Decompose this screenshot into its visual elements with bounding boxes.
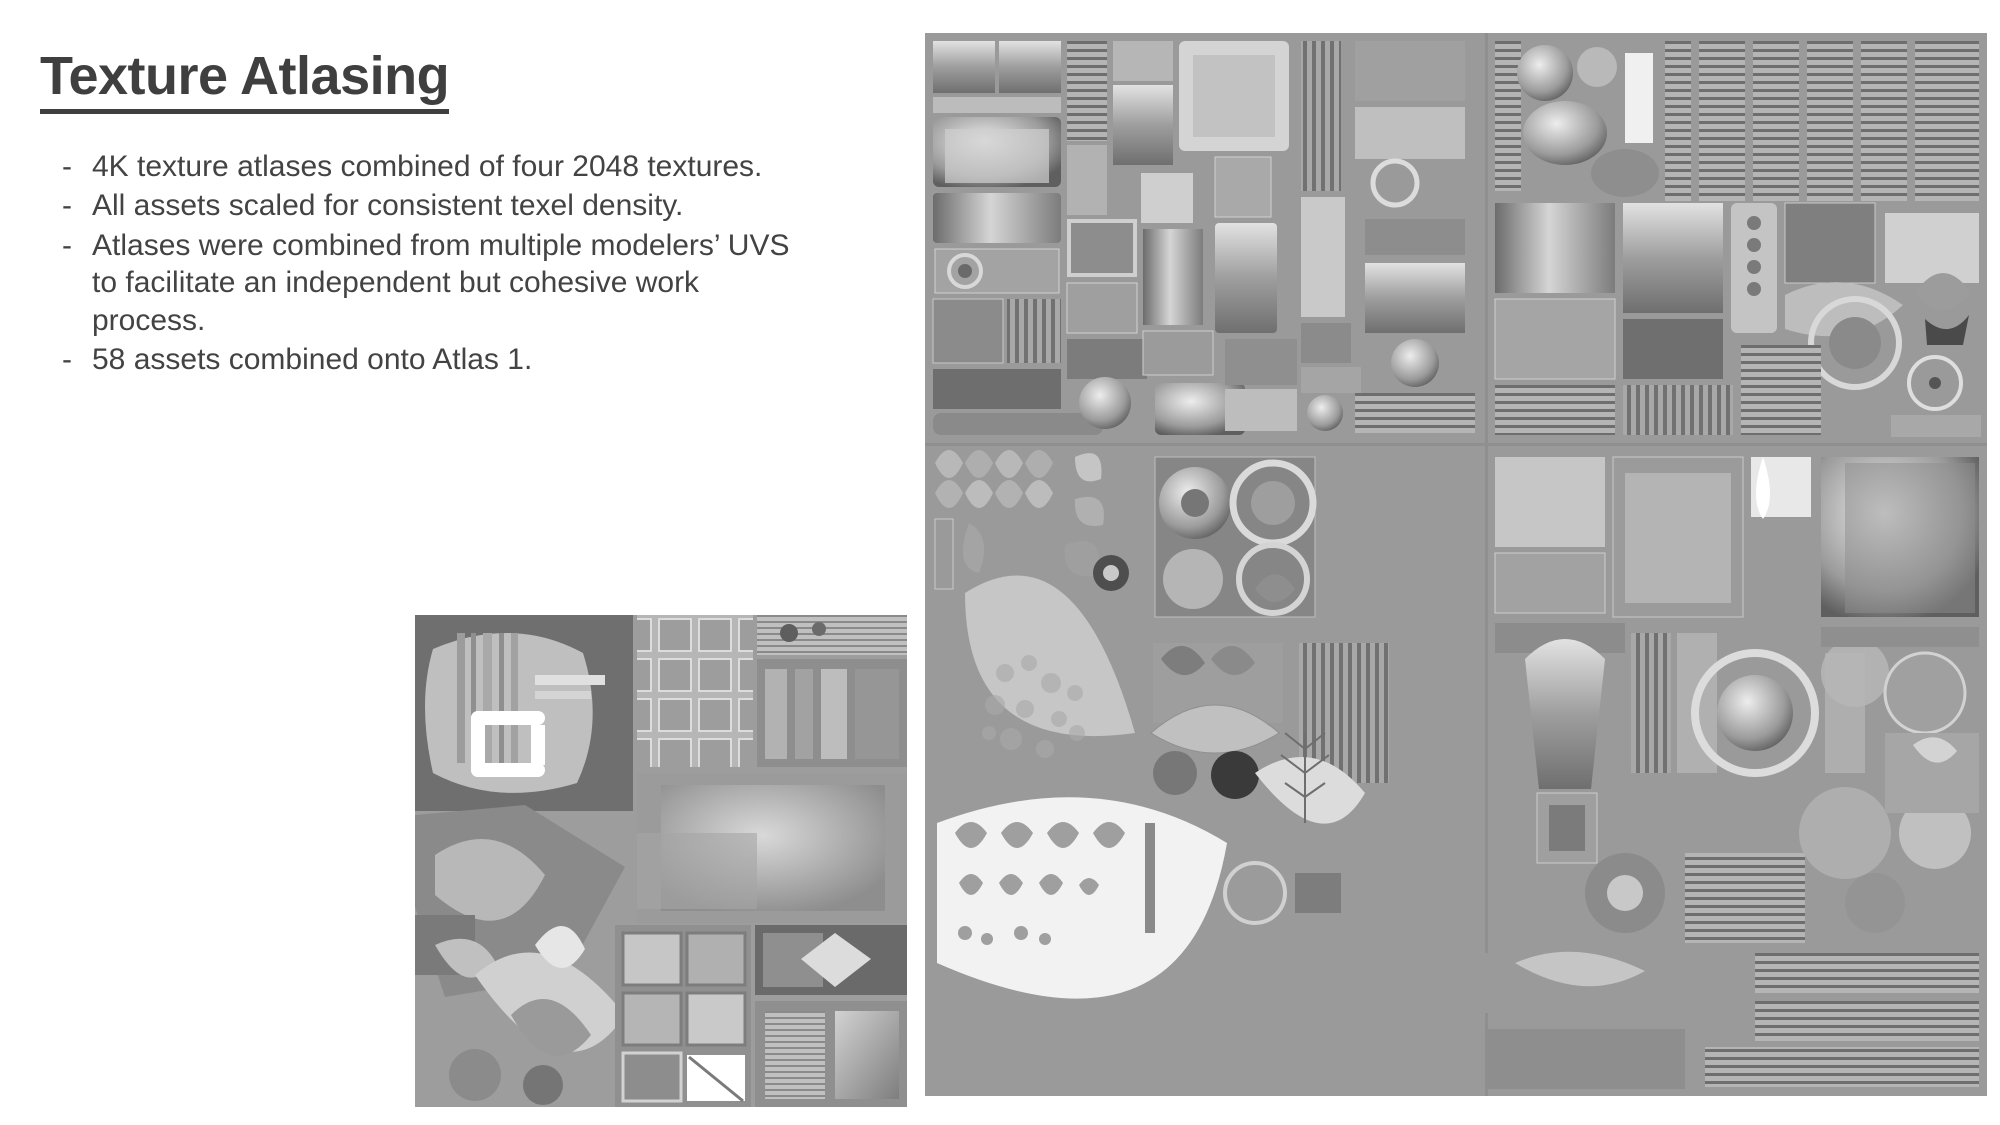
bullet-marker: - xyxy=(62,189,72,223)
bullet-list xyxy=(40,148,900,379)
bullet-text: Atlases were combined from multiple modelers’ UVS to facilitate an independent but cohesive work process. xyxy=(92,228,790,337)
bullet-text: 4K texture atlases combined of four 2048 textures. xyxy=(92,149,763,183)
texture-atlas-small-preview xyxy=(415,615,907,1107)
bullet-marker: - xyxy=(62,149,72,183)
page-title: Texture Atlasing xyxy=(40,48,449,114)
bullet-marker: - xyxy=(62,343,72,377)
text-column xyxy=(40,48,900,381)
list-item xyxy=(40,341,900,379)
bullet-text: 58 assets combined onto Atlas 1. xyxy=(92,343,533,377)
list-item xyxy=(40,227,900,340)
list-item xyxy=(40,187,900,225)
bullet-marker: - xyxy=(62,228,72,262)
bullet-text: All assets scaled for consistent texel density. xyxy=(92,189,684,223)
list-item xyxy=(40,148,900,186)
texture-atlas-large-preview xyxy=(925,33,1987,1096)
